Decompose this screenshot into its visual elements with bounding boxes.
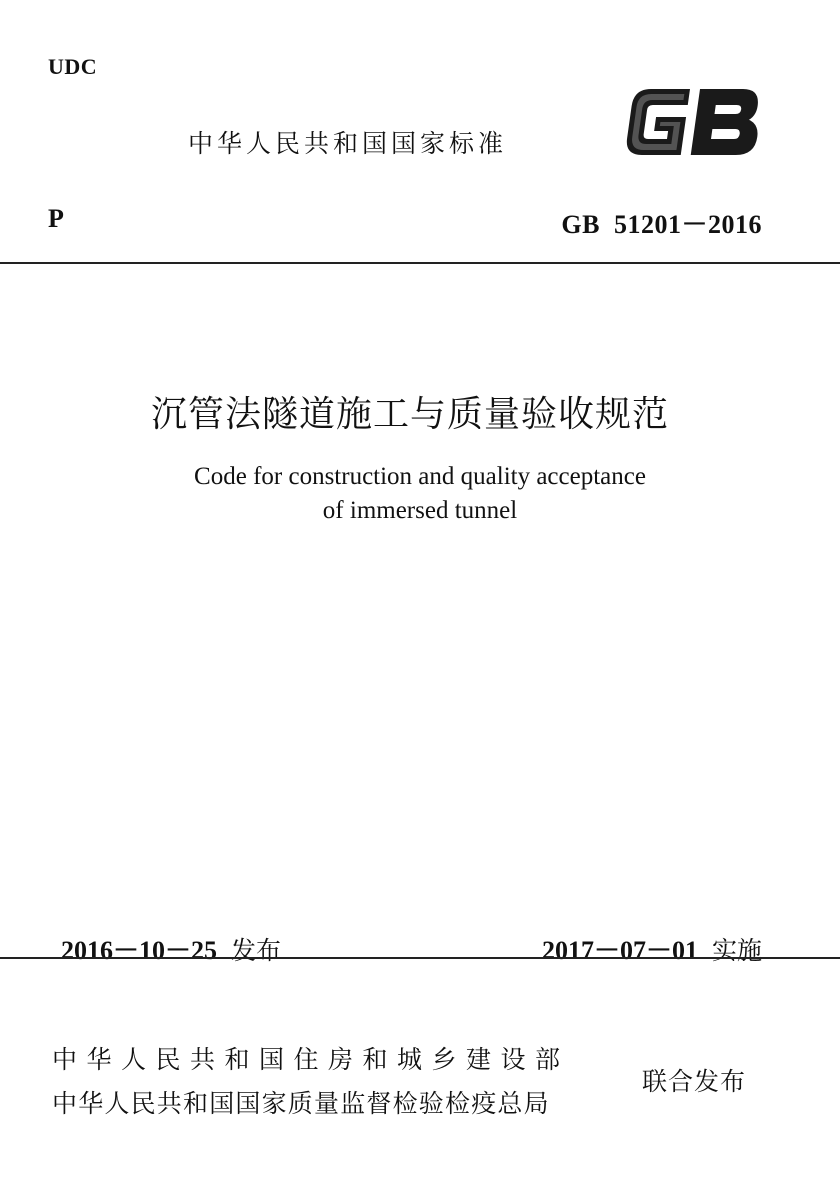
title-english-line1: Code for construction and quality acceptance bbox=[194, 463, 646, 490]
publisher-2: 中华人民共和国国家质量监督检验检疫总局 bbox=[52, 1089, 550, 1118]
classification-code: P bbox=[48, 204, 64, 233]
implementation-label: 实施 bbox=[711, 936, 762, 965]
top-divider bbox=[0, 262, 840, 264]
joint-publish-label: 联合发布 bbox=[642, 1067, 747, 1096]
standard-number: GB 51201－2016 bbox=[561, 210, 762, 239]
implementation-date: 2017－07－01 bbox=[541, 936, 698, 965]
title-chinese: 沉管法隧道施工与质量验收规范 bbox=[150, 394, 669, 435]
udc-label: UDC bbox=[48, 54, 98, 79]
gb-logo-icon bbox=[618, 82, 768, 162]
title-english-line2: of immersed tunnel bbox=[322, 497, 518, 524]
publisher-1: 中华人民共和国住房和城乡建设部 bbox=[52, 1045, 570, 1074]
issue-date: 2016－10－25 bbox=[61, 936, 218, 965]
bottom-divider bbox=[0, 957, 840, 959]
standard-type: 中华人民共和国国家标准 bbox=[188, 129, 508, 158]
issue-label: 发布 bbox=[231, 936, 282, 965]
